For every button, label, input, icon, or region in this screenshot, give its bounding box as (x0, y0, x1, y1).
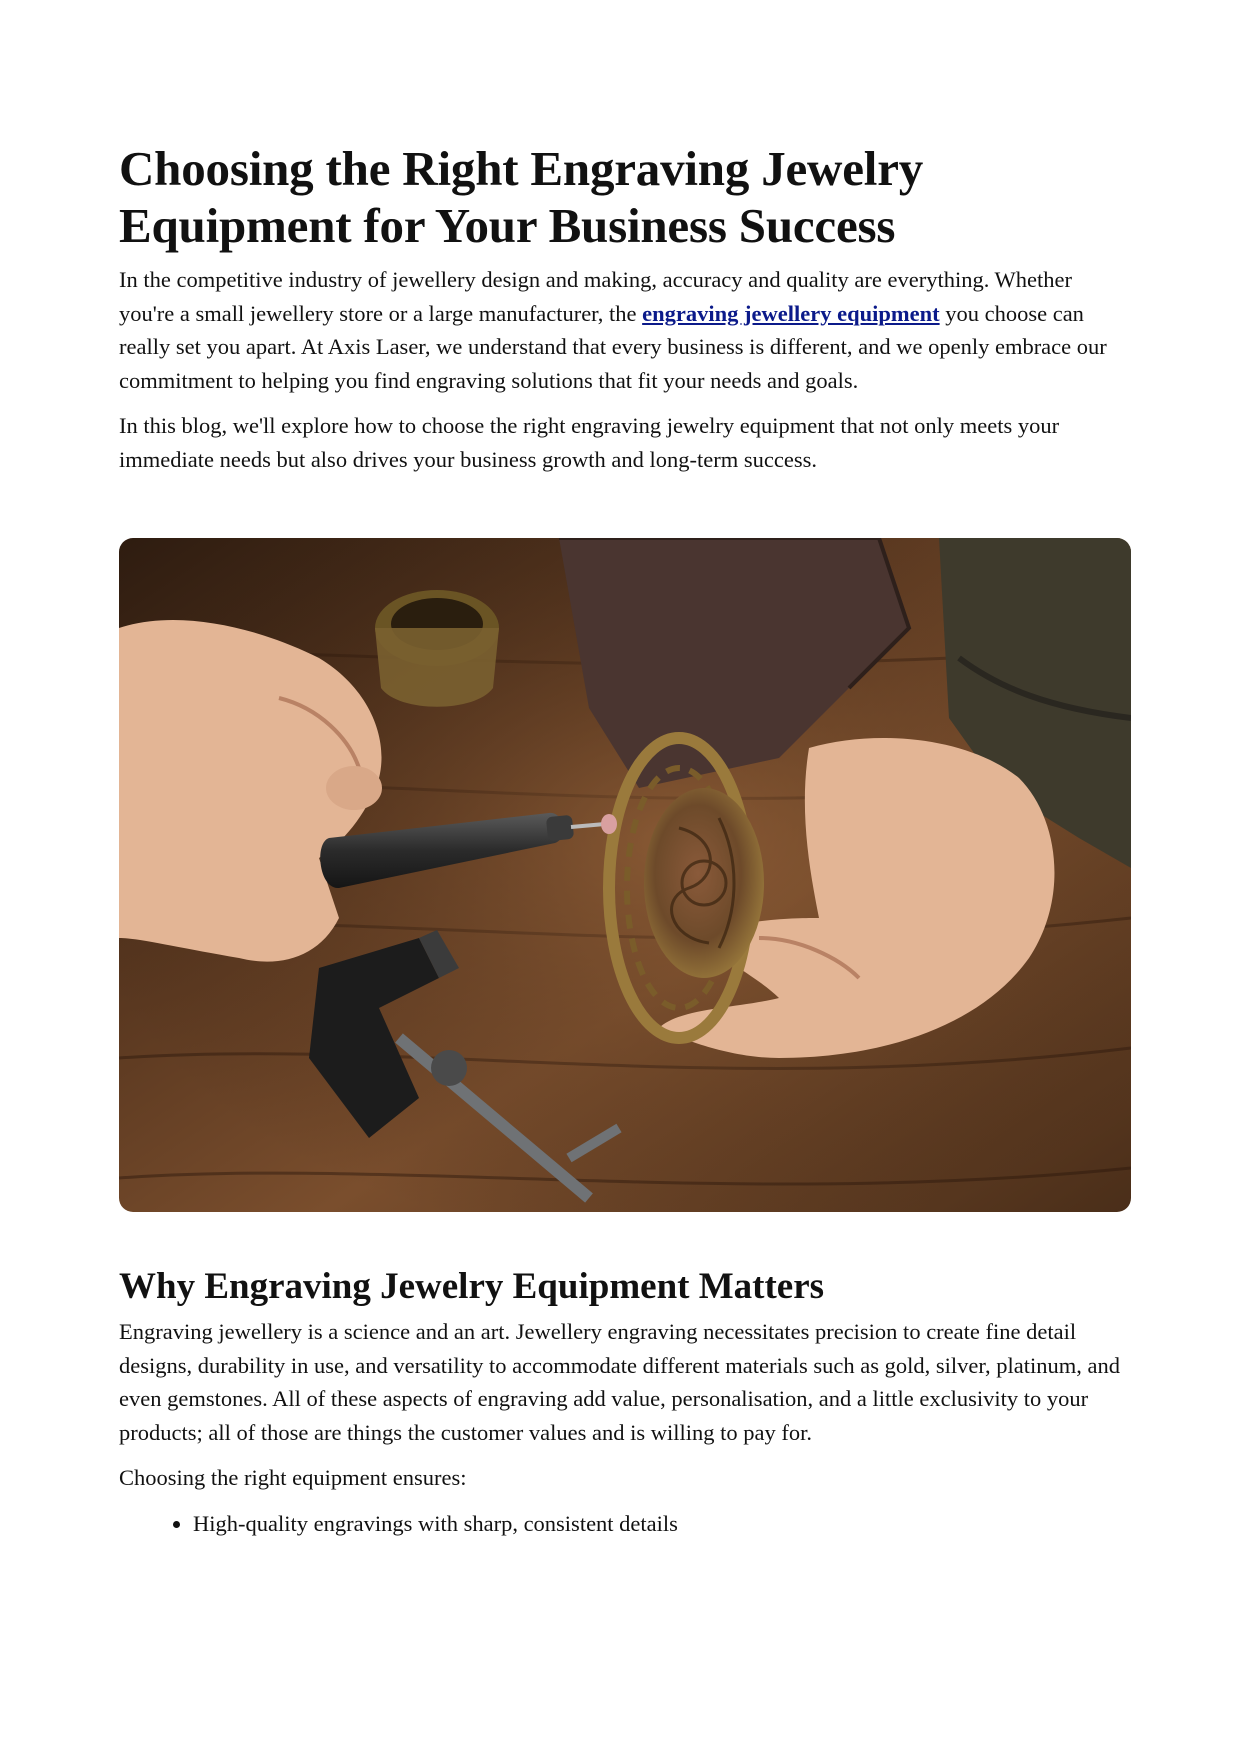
hero-image (119, 538, 1131, 1212)
article (119, 140, 1131, 1540)
intro-paragraph-2: In this blog, we'll explore how to choose the right engraving jewelry equipment that not only meets your immediate needs but also drives your business growth and long-term success. (119, 413, 1060, 472)
brass-disc (644, 788, 764, 978)
engraving-photo-illustration (119, 538, 1131, 1212)
intro-paragraph (119, 263, 1131, 397)
section-paragraph-1: Engraving jewellery is a science and an art. Jewellery engraving necessitates precision to create fine detail designs, durability in use, and versatility to accommodate different materials such as gold, silver, platinum, and even gemstones. All of these aspects of engraving add value, personalisation, and a little exclusivity to your products; all of those are things the customer values and is willing to pay for. (119, 1319, 1120, 1445)
page-title (119, 140, 1131, 254)
intro-text-before-link: In the competitive industry of jewellery design and making, accuracy and quality are everything. Whether you're a small jewellery store or a large manufacturer, the (119, 267, 1072, 326)
intro-text-after-link: you choose can really set you apart. At Axis Laser, we understand that every business is different, and we openly embrace our commitment to helping you find engraving solutions that fit your needs and goals. (119, 300, 1107, 393)
title-line-1: Choosing the Right Engraving Jewelry (119, 141, 924, 196)
section-paragraph-2: Choosing the right equipment ensures: (119, 1465, 467, 1490)
engraving-equipment-link[interactable]: engraving jewellery equipment (642, 300, 940, 326)
title-line-2: Equipment for Your Business Success (119, 198, 896, 253)
list-item: • High-quality engravings with sharp, consistent details (193, 1507, 1131, 1541)
benefits-list (119, 1507, 1131, 1541)
section-heading: Why Engraving Jewelry Equipment Matters (119, 1266, 825, 1307)
